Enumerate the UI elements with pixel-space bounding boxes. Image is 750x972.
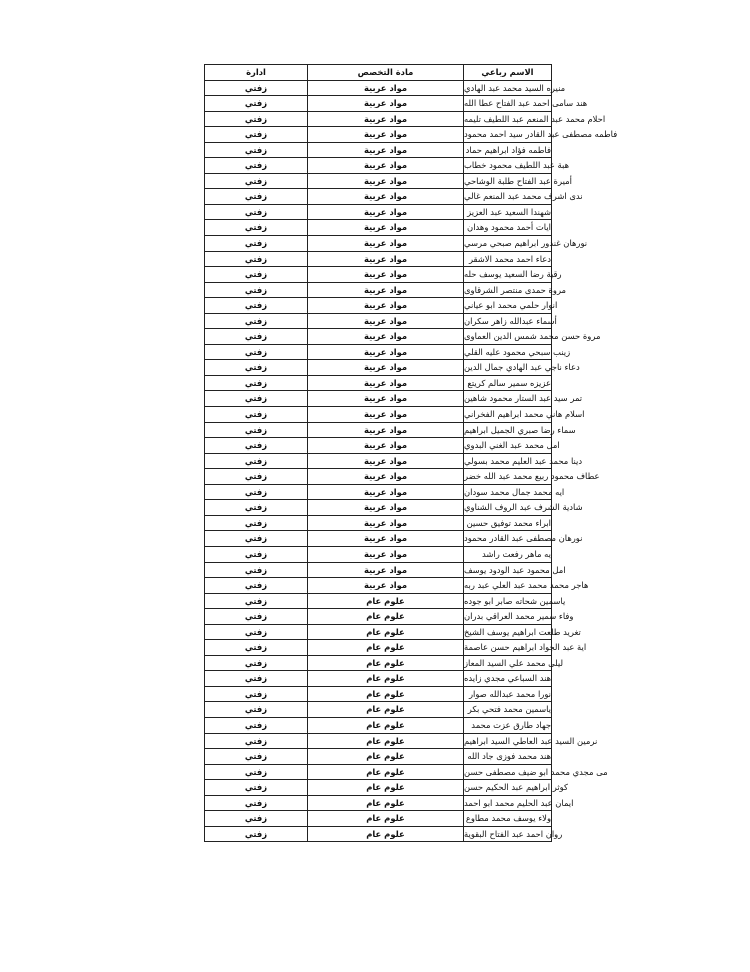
subject-cell: مواد عربية [308,298,464,314]
subject-cell: مواد عربية [308,469,464,485]
table-row [205,795,552,811]
admin-cell: زفتي [205,236,308,252]
name-cell: أميرة عبد الفتاح طلبة الوشاحي [464,173,552,189]
name-cell: فاطمه فؤاد ابراهيم حماد [464,142,552,158]
table-row [205,438,552,454]
table-row [205,251,552,267]
subject-cell: مواد عربية [308,267,464,283]
subject-cell: علوم عام [308,826,464,842]
name-cell: عطاف محمود ربيع محمد عبد الله خضر [464,469,552,485]
name-cell: عزيزه سمير سالم كريتع [464,375,552,391]
admin-cell: زفتي [205,624,308,640]
table-row [205,609,552,625]
table-row [205,671,552,687]
table-body [205,80,618,842]
table-row [205,360,552,376]
name-cell: رقية رضا السعيد يوسف حله [464,267,552,283]
name-cell: أسماء عبدالله زاهر سكران [464,313,552,329]
subject-cell: مواد عربية [308,96,464,112]
table-row [205,96,552,112]
admin-cell: زفتي [205,795,308,811]
subject-cell: مواد عربية [308,329,464,345]
subject-cell: مواد عربية [308,204,464,220]
subject-cell: علوم عام [308,655,464,671]
name-cell: ياسمين شحاته صابر ابو جوده [464,593,552,609]
name-cell: تمر سيد عبد الستار محمود شاهين [464,391,552,407]
staff-roster-table [204,64,618,842]
name-cell: امل محمود عبد الودود يوسف [464,562,552,578]
subject-cell: مواد عربية [308,111,464,127]
admin-cell: زفتي [205,469,308,485]
table-row [205,453,552,469]
table-row [205,80,552,96]
table-row [205,111,552,127]
admin-cell: زفتي [205,546,308,562]
subject-cell: علوم عام [308,717,464,733]
admin-cell: زفتي [205,111,308,127]
name-cell: روان احمد عبد الفتاح البقوية [464,826,552,842]
name-cell: مروة حمدى منتصر الشرقاوى [464,282,552,298]
subject-cell: مواد عربية [308,578,464,594]
name-cell: شادية الشرف عبد الروف الشناوي [464,500,552,516]
table-row [205,173,552,189]
name-cell: اية عبد الجواد ابراهيم حسن عاصمة [464,640,552,656]
table-row [205,686,552,702]
name-cell: ندى اشرف محمد عبد المنعم غالي [464,189,552,205]
table-row [205,811,552,827]
subject-cell: مواد عربية [308,313,464,329]
subject-cell: علوم عام [308,780,464,796]
subject-cell: علوم عام [308,609,464,625]
subject-cell: مواد عربية [308,453,464,469]
table-row [205,422,552,438]
subject-cell: مواد عربية [308,562,464,578]
name-cell: كوثر ابراهيم عبد الحكيم حسن [464,780,552,796]
admin-cell: زفتي [205,717,308,733]
table-row [205,375,552,391]
admin-cell: زفتي [205,189,308,205]
table-row [205,515,552,531]
admin-cell: زفتي [205,204,308,220]
table-row [205,624,552,640]
subject-cell: مواد عربية [308,158,464,174]
table-row [205,826,552,842]
table-row [205,717,552,733]
admin-cell: زفتي [205,578,308,594]
header-subject: مادة التخصص [308,65,464,81]
table-row [205,655,552,671]
admin-cell: زفتي [205,453,308,469]
table-row [205,142,552,158]
subject-cell: مواد عربية [308,344,464,360]
subject-cell: علوم عام [308,795,464,811]
admin-cell: زفتي [205,438,308,454]
name-cell: هاجر محمد محمد عبد العلي عبد ربه [464,578,552,594]
table-row [205,204,552,220]
admin-cell: زفتي [205,220,308,236]
subject-cell: مواد عربية [308,500,464,516]
table-row [205,236,552,252]
table-row [205,158,552,174]
header-admin: ادارة [205,65,308,81]
subject-cell: علوم عام [308,624,464,640]
admin-cell: زفتي [205,313,308,329]
name-cell: ياسمين محمد فتحي بكر [464,702,552,718]
admin-cell: زفتي [205,531,308,547]
subject-cell: علوم عام [308,640,464,656]
admin-cell: زفتي [205,749,308,765]
subject-cell: مواد عربية [308,251,464,267]
subject-cell: علوم عام [308,593,464,609]
admin-cell: زفتي [205,298,308,314]
name-cell: ايات أحمد محمود وهدان [464,220,552,236]
name-cell: نرمين السيد عبد العاطي السيد ابراهيم [464,733,552,749]
subject-cell: مواد عربية [308,531,464,547]
admin-cell: زفتي [205,344,308,360]
admin-cell: زفتي [205,267,308,283]
name-cell: يه ماهر رفعت راشد [464,546,552,562]
admin-cell: زفتي [205,422,308,438]
name-cell: زينب سبحي محمود عليه القلي [464,344,552,360]
admin-cell: زفتي [205,609,308,625]
name-cell: نورا محمد عبدالله صوار [464,686,552,702]
subject-cell: مواد عربية [308,80,464,96]
admin-cell: زفتي [205,733,308,749]
name-cell: هند السباعي مجدي زايده [464,671,552,687]
admin-cell: زفتي [205,251,308,267]
table-row [205,329,552,345]
table-row [205,189,552,205]
admin-cell: زفتي [205,391,308,407]
admin-cell: زفتي [205,96,308,112]
table-row [205,391,552,407]
name-cell: دعاء احمد محمد الاشقر [464,251,552,267]
subject-cell: مواد عربية [308,220,464,236]
subject-cell: علوم عام [308,671,464,687]
name-cell: جهاد طارق عزت محمد [464,717,552,733]
admin-cell: زفتي [205,173,308,189]
table-header-row [205,65,552,81]
subject-cell: مواد عربية [308,282,464,298]
name-cell: اسلام هاني محمد ابراهيم الفخراني [464,407,552,423]
name-cell: دينا محمد عبد العليم محمد بسولي [464,453,552,469]
table-row [205,127,552,143]
name-cell: امل محمد عبد الغني البدوي [464,438,552,454]
subject-cell: مواد عربية [308,407,464,423]
admin-cell: زفتي [205,764,308,780]
admin-cell: زفتي [205,375,308,391]
table-row [205,546,552,562]
table-row [205,298,552,314]
name-cell: مى مجدي محمد ابو ضيف مصطفى حسن [464,764,552,780]
admin-cell: زفتي [205,282,308,298]
subject-cell: مواد عربية [308,127,464,143]
name-cell: ايه محمد جمال محمد سودان [464,484,552,500]
admin-cell: زفتي [205,127,308,143]
name-cell: ولاء يوسف محمد مطاوع [464,811,552,827]
admin-cell: زفتي [205,826,308,842]
subject-cell: مواد عربية [308,360,464,376]
subject-cell: مواد عربية [308,142,464,158]
subject-cell: مواد عربية [308,484,464,500]
subject-cell: علوم عام [308,764,464,780]
subject-cell: علوم عام [308,749,464,765]
name-cell: هند محمد فوزى جاد الله [464,749,552,765]
subject-cell: مواد عربية [308,173,464,189]
table-row [205,593,552,609]
table-row [205,407,552,423]
name-cell: فاطمه مصطفى عبد القادر سيد احمد محمود [464,127,552,143]
admin-cell: زفتي [205,702,308,718]
name-cell: شهندا السعيد عبد العزيز [464,204,552,220]
admin-cell: زفتي [205,671,308,687]
name-cell: تغريد طلعت ابراهيم يوسف الشيخ [464,624,552,640]
name-cell: ايمان عبد الحليم محمد ابو احمد [464,795,552,811]
name-cell: دعاء ناجي عبد الهادي جمال الدين [464,360,552,376]
subject-cell: مواد عربية [308,236,464,252]
subject-cell: مواد عربية [308,391,464,407]
subject-cell: مواد عربية [308,515,464,531]
admin-cell: زفتي [205,407,308,423]
name-cell: نورهان مصطفى عبد القادر محمود [464,531,552,547]
subject-cell: مواد عربية [308,546,464,562]
subject-cell: مواد عربية [308,422,464,438]
subject-cell: علوم عام [308,702,464,718]
table-row [205,640,552,656]
admin-cell: زفتي [205,686,308,702]
name-cell: منيره السيد محمد عبد الهادي [464,80,552,96]
name-cell: نورهان غندور ابراهيم صبحي مرسي [464,236,552,252]
table-row [205,562,552,578]
name-cell: احلام محمد عبد المنعم عبد اللطيف تليمه [464,111,552,127]
table-row [205,578,552,594]
admin-cell: زفتي [205,811,308,827]
subject-cell: مواد عربية [308,375,464,391]
name-cell: هند سامى احمد عبد الفتاح عطا الله [464,96,552,112]
admin-cell: زفتي [205,640,308,656]
admin-cell: زفتي [205,484,308,500]
table-row [205,702,552,718]
table-row [205,531,552,547]
name-cell: سماء رضا صبري الجميل ابراهيم [464,422,552,438]
name-cell: هبة عبد اللطيف محمود خطاب [464,158,552,174]
table-row [205,344,552,360]
admin-cell: زفتي [205,780,308,796]
subject-cell: علوم عام [308,811,464,827]
admin-cell: زفتي [205,562,308,578]
table-row [205,484,552,500]
admin-cell: زفتي [205,360,308,376]
name-cell: ليلى محمد علي السيد المعاز [464,655,552,671]
name-cell: ابراء محمد توفيق حسين [464,515,552,531]
name-cell: مروة حسن محمد شمس الدين العماوى [464,329,552,345]
table-row [205,220,552,236]
header-name: الاسم رباعي [464,65,552,81]
table-row [205,267,552,283]
table-row [205,469,552,485]
table-row [205,733,552,749]
admin-cell: زفتي [205,329,308,345]
name-cell: انوار حلمي محمد ابو عياني [464,298,552,314]
table-row [205,764,552,780]
admin-cell: زفتي [205,593,308,609]
table-row [205,282,552,298]
table-row [205,780,552,796]
admin-cell: زفتي [205,515,308,531]
table-row [205,500,552,516]
subject-cell: علوم عام [308,686,464,702]
admin-cell: زفتي [205,142,308,158]
admin-cell: زفتي [205,500,308,516]
admin-cell: زفتي [205,158,308,174]
subject-cell: مواد عربية [308,438,464,454]
admin-cell: زفتي [205,80,308,96]
name-cell: وفاء سمير محمد العراقي بدران [464,609,552,625]
table-row [205,749,552,765]
subject-cell: علوم عام [308,733,464,749]
table-row [205,313,552,329]
subject-cell: مواد عربية [308,189,464,205]
admin-cell: زفتي [205,655,308,671]
